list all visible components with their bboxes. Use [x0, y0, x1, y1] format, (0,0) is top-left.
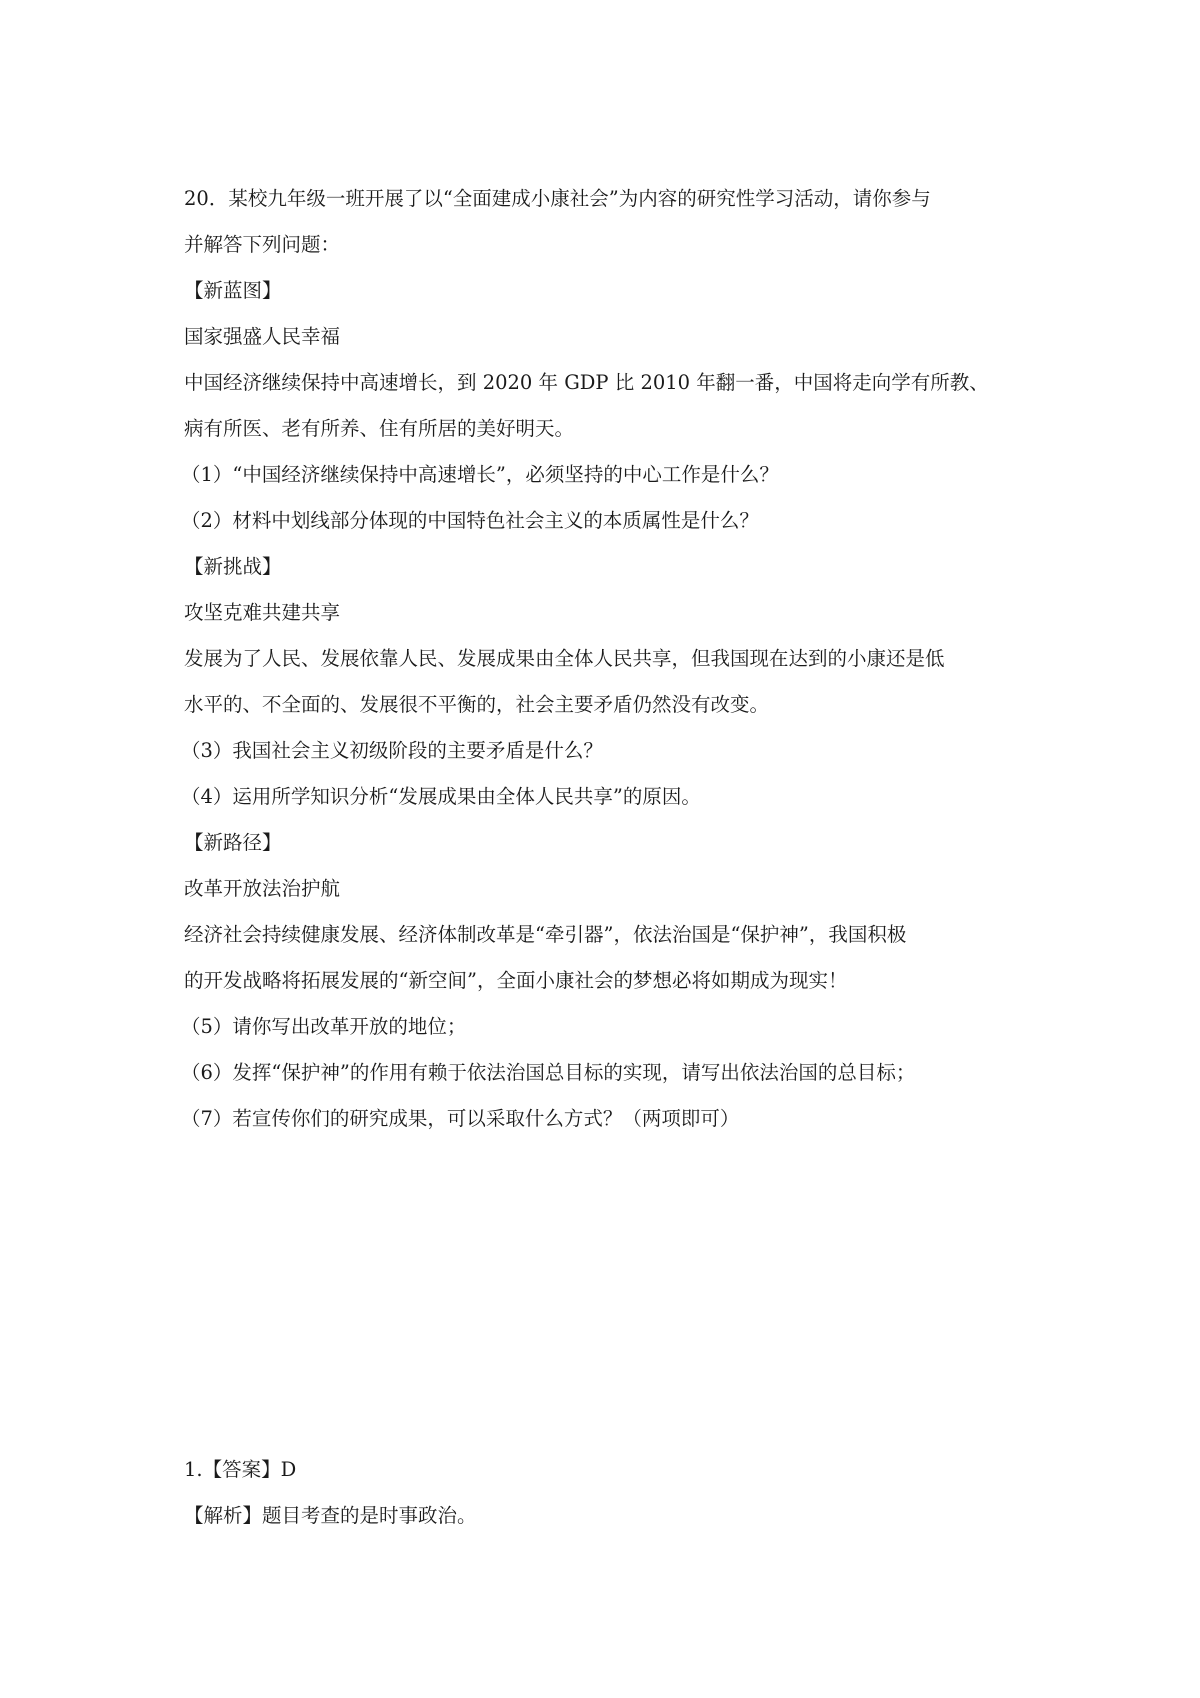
sub-question-3: （3）我国社会主义初级阶段的主要矛盾是什么？ — [181, 739, 603, 762]
sub-question-1: （1）“中国经济继续保持中高速增长”，必须坚持的中心工作是什么？ — [181, 463, 779, 486]
analysis-line: 【解析】题目考查的是时事政治。 — [184, 1504, 477, 1527]
section-subtitle: 国家强盛人民幸福 — [184, 325, 341, 348]
material-text-line: 发展为了人民、发展依靠人民、发展成果由全体人民共享，但我国现在达到的小康还是低 — [184, 647, 945, 670]
section-heading-new-blueprint: 【新蓝图】 — [184, 279, 282, 302]
section-heading-new-challenge: 【新挑战】 — [184, 555, 282, 578]
sub-question-2: （2）材料中划线部分体现的中国特色社会主义的本质属性是什么？ — [181, 509, 759, 532]
material-text-line: 水平的、不全面的、发展很不平衡的，社会主要矛盾仍然没有改变。 — [184, 693, 770, 716]
section-subtitle: 改革开放法治护航 — [184, 877, 341, 900]
section-heading-new-path: 【新路径】 — [184, 831, 282, 854]
material-text-line: 病有所医、老有所养、住有所居的美好明天。 — [184, 417, 575, 440]
material-text-line: 经济社会持续健康发展、经济体制改革是“牵引器”，依法治国是“保护神”，我国积极 — [184, 923, 907, 946]
question-intro-line-1: 20．某校九年级一班开展了以“全面建成小康社会”为内容的研究性学习活动，请你参与 — [184, 187, 931, 210]
material-text-line: 的开发战略将拓展发展的“新空间”，全面小康社会的梦想必将如期成为现实！ — [184, 969, 848, 992]
sub-question-4: （4）运用所学知识分析“发展成果由全体人民共享”的原因。 — [181, 785, 701, 808]
question-intro-line-2: 并解答下列问题： — [184, 233, 341, 256]
section-subtitle: 攻坚克难共建共享 — [184, 601, 341, 624]
sub-question-7: （7）若宣传你们的研究成果，可以采取什么方式？（两项即可） — [181, 1107, 740, 1130]
answer-line: 1.【答案】D — [184, 1458, 297, 1481]
material-text-line: 中国经济继续保持中高速增长，到 2020 年 GDP 比 2010 年翻一番，中国将走向学有所教、 — [184, 371, 989, 394]
sub-question-5: （5）请你写出改革开放的地位； — [181, 1015, 467, 1038]
sub-question-6: （6）发挥“保护神”的作用有赖于依法治国总目标的实现，请写出依法治国的总目标； — [181, 1061, 916, 1084]
